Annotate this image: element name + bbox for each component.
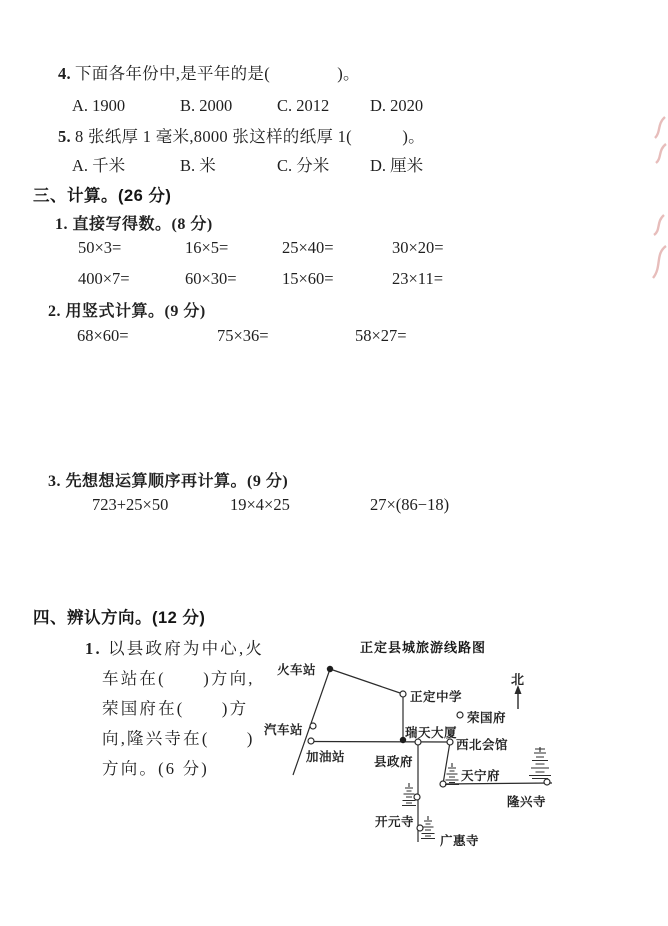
math-expression: 75×36= [217, 326, 269, 345]
section-4-title: 四、辨认方向。(12 分) [33, 609, 206, 627]
question-1-number: 1. [85, 639, 102, 658]
road-xibeihall-tianning [443, 742, 450, 784]
map-label-ruitian-tower: 瑞天大厦 [405, 726, 458, 740]
longxing-temple-marker [544, 779, 550, 785]
section-3-sub1-title: 1. 直接写得数。(8 分) [55, 216, 213, 233]
math-expression: 50×3= [78, 238, 122, 257]
math-expression: 60×30= [185, 269, 237, 288]
math-expression: 58×27= [355, 326, 407, 345]
direction-question-line: 车站在( )方向, [102, 669, 255, 688]
map-label-gas-station: 加油站 [306, 750, 346, 764]
map-label-rongguofu: 荣国府 [467, 711, 507, 725]
map-title: 正定县城旅游线路图 [360, 640, 487, 655]
north-arrow-icon [515, 685, 522, 709]
math-expression: 25×40= [282, 238, 334, 257]
column-method-row [0, 326, 668, 348]
math-expression: 27×(86−18) [370, 495, 450, 514]
direction-question-line: 1. 以县政府为中心,火 [85, 639, 265, 658]
math-expression: 19×4×25 [230, 495, 290, 514]
math-expression: 15×60= [282, 269, 334, 288]
direction-question [85, 634, 265, 784]
train-station-dot [327, 666, 333, 672]
map-label-train-station: 火车站 [277, 663, 317, 677]
pagoda-icon-kaiyuan [402, 783, 416, 806]
option-a: A. 1900 [72, 96, 126, 115]
math-expression: 68×60= [77, 326, 129, 345]
option-c: C. 分米 [277, 156, 330, 175]
math-expression: 16×5= [185, 238, 229, 257]
option-a: A. 千米 [72, 156, 126, 175]
question-5-text: 8 张纸厚 1 毫米,8000 张这样的纸厚 1( )。 [74, 127, 425, 146]
section-3-sub2-title: 2. 用竖式计算。(9 分) [48, 303, 206, 320]
direction-question-line: 荣国府在( )方 [102, 699, 249, 718]
question-5-number: 5. [58, 127, 71, 146]
pagoda-icon-longxing [529, 747, 551, 779]
option-b: B. 米 [180, 156, 216, 175]
tour-map [260, 635, 590, 850]
road-main-horizontal [311, 742, 450, 743]
bus-station-marker [310, 723, 316, 729]
middle-school-marker [400, 691, 406, 697]
map-label-middle-school: 正定中学 [410, 690, 463, 704]
mental-math-row-2 [0, 269, 668, 291]
order-of-operations-row [0, 495, 668, 517]
map-label-bus-station: 汽车站 [264, 723, 304, 737]
pagoda-icon-tianning [445, 763, 459, 785]
scan-mark [650, 114, 668, 171]
question-4 [58, 60, 360, 84]
map-label-xibei-hall: 西北会馆 [456, 738, 509, 752]
road-trainstation-school [330, 669, 403, 694]
question-4-text: 下面各年份中,是平年的是( )。 [74, 64, 360, 83]
math-expression: 23×11= [392, 269, 443, 288]
gas-station-marker [308, 738, 314, 744]
question-4-number: 4. [58, 64, 71, 83]
kaiyuan-temple-marker [414, 794, 420, 800]
question-5 [58, 123, 425, 147]
math-expression: 30×20= [392, 238, 444, 257]
math-expression: 400×7= [78, 269, 130, 288]
map-label-guanghui: 广惠寺 [440, 834, 480, 848]
question-4-options [0, 96, 668, 118]
map-label-tianning: 天宁府 [461, 769, 501, 783]
option-b: B. 2000 [180, 96, 233, 115]
option-c: C. 2012 [277, 96, 330, 115]
north-label: 北 [511, 672, 525, 687]
map-label-longxing: 隆兴寺 [507, 795, 547, 809]
option-d: D. 2020 [370, 96, 424, 115]
pagoda-icon-guanghui [421, 816, 435, 839]
rongguofu-marker [457, 712, 463, 718]
mental-math-row-1 [0, 238, 668, 260]
map-label-kaiyuan: 开元寺 [375, 815, 415, 829]
section-3-title: 三、计算。(26 分) [33, 187, 172, 205]
direction-question-line: 方向。(6 分) [102, 759, 209, 778]
question-5-options [0, 152, 668, 174]
guanghui-temple-marker [417, 825, 423, 831]
scan-mark [648, 212, 668, 287]
math-expression: 723+25×50 [92, 495, 169, 514]
option-d: D. 厘米 [370, 156, 424, 175]
direction-question-line: 向,隆兴寺在( ) [102, 729, 255, 748]
section-3-sub3-title: 3. 先想想运算顺序再计算。(9 分) [48, 473, 289, 490]
map-label-county-gov: 县政府 [374, 755, 414, 769]
